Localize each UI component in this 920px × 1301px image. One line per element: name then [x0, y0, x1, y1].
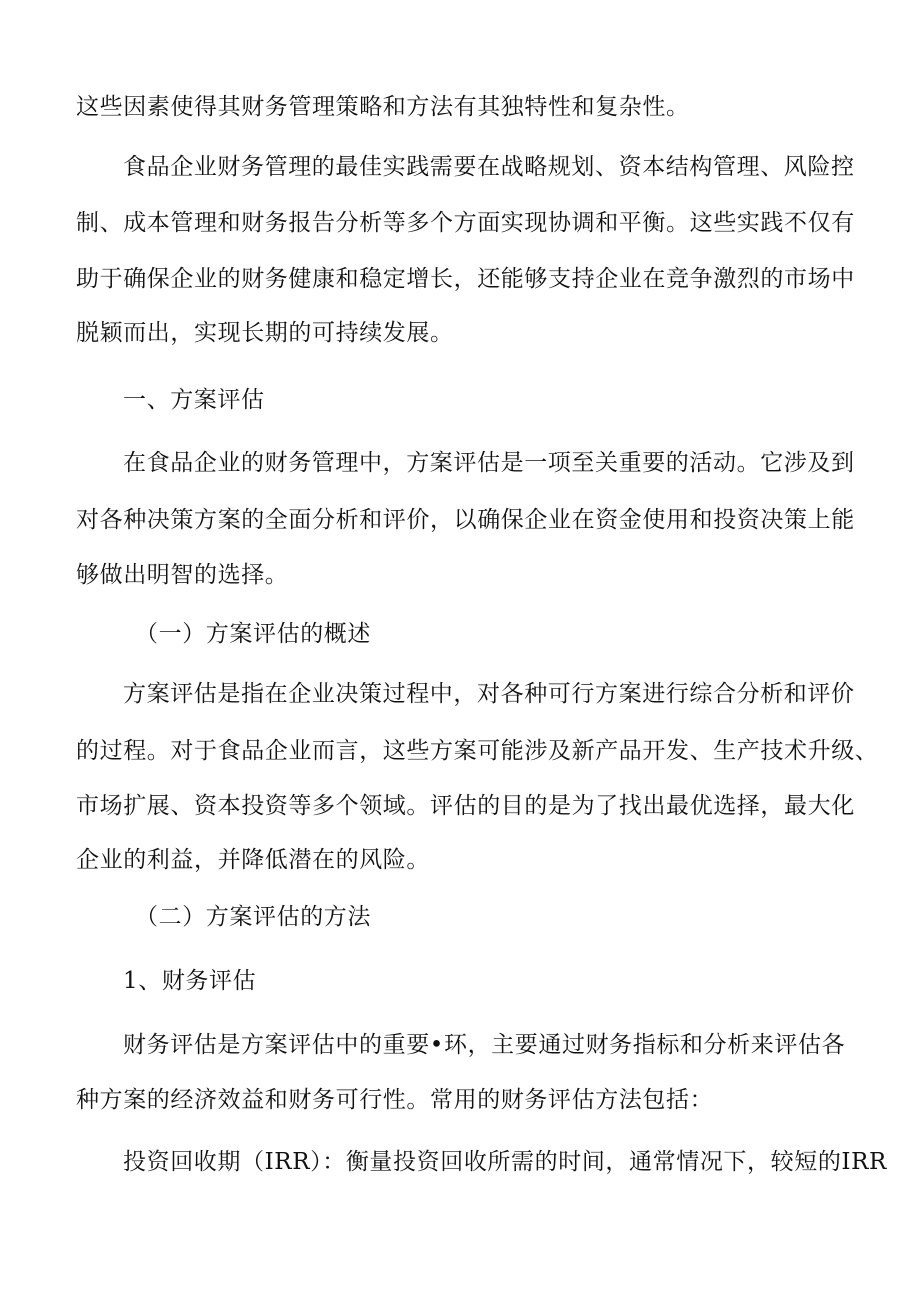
paragraph-2-line-2: 制、成本管理和财务报告分析等多个方面实现协调和平衡。这些实践不仅有 — [76, 210, 855, 236]
paragraph-6-line-1: 投资回收期（IRR）：衡量投资回收所需的时间，通常情况下，较短的IRR — [123, 1149, 887, 1175]
paragraph-4-line-4: 企业的利益，并降低潜在的风险。 — [76, 847, 430, 873]
paragraph-5-line-1: 财务评估是方案评估中的重要•环，主要通过财务指标和分析来评估各 — [123, 1032, 846, 1058]
paragraph-2-line-1: 食品企业财务管理的最佳实践需要在战略规划、资本结构管理、风险控 — [123, 154, 855, 180]
paragraph-2-line-4: 脱颖而出，实现长期的可持续发展。 — [76, 320, 454, 346]
subsection-heading-2: （二）方案评估的方法 — [135, 904, 371, 930]
subsection-heading-1: （一）方案评估的概述 — [135, 621, 371, 647]
paragraph-3-line-2: 对各种决策方案的全面分析和评价，以确保企业在资金使用和投资决策上能 — [76, 507, 855, 533]
paragraph-4-line-1: 方案评估是指在企业决策过程中，对各种可行方案进行综合分析和评价 — [123, 681, 855, 707]
item-heading-1: 1、财务评估 — [123, 968, 257, 994]
paragraph-3-line-3: 够做出明智的选择。 — [76, 562, 289, 588]
paragraph-5-line-2: 种方案的经济效益和财务可行性。常用的财务评估方法包括： — [76, 1087, 714, 1113]
paragraph-1-line-1: 这些因素使得其财务管理策略和方法有其独特性和复杂性。 — [76, 94, 690, 120]
section-heading-1: 一、方案评估 — [123, 387, 265, 413]
paragraph-4-line-2: 的过程。对于食品企业而言，这些方案可能涉及新产品开发、生产技术升级、 — [76, 738, 879, 764]
paragraph-4-line-3: 市场扩展、资本投资等多个领域。评估的目的是为了找出最优选择，最大化 — [76, 793, 855, 819]
paragraph-3-line-1: 在食品企业的财务管理中，方案评估是一项至关重要的活动。它涉及到 — [123, 450, 855, 476]
paragraph-2-line-3: 助于确保企业的财务健康和稳定增长，还能够支持企业在竞争激烈的市场中 — [76, 266, 855, 292]
